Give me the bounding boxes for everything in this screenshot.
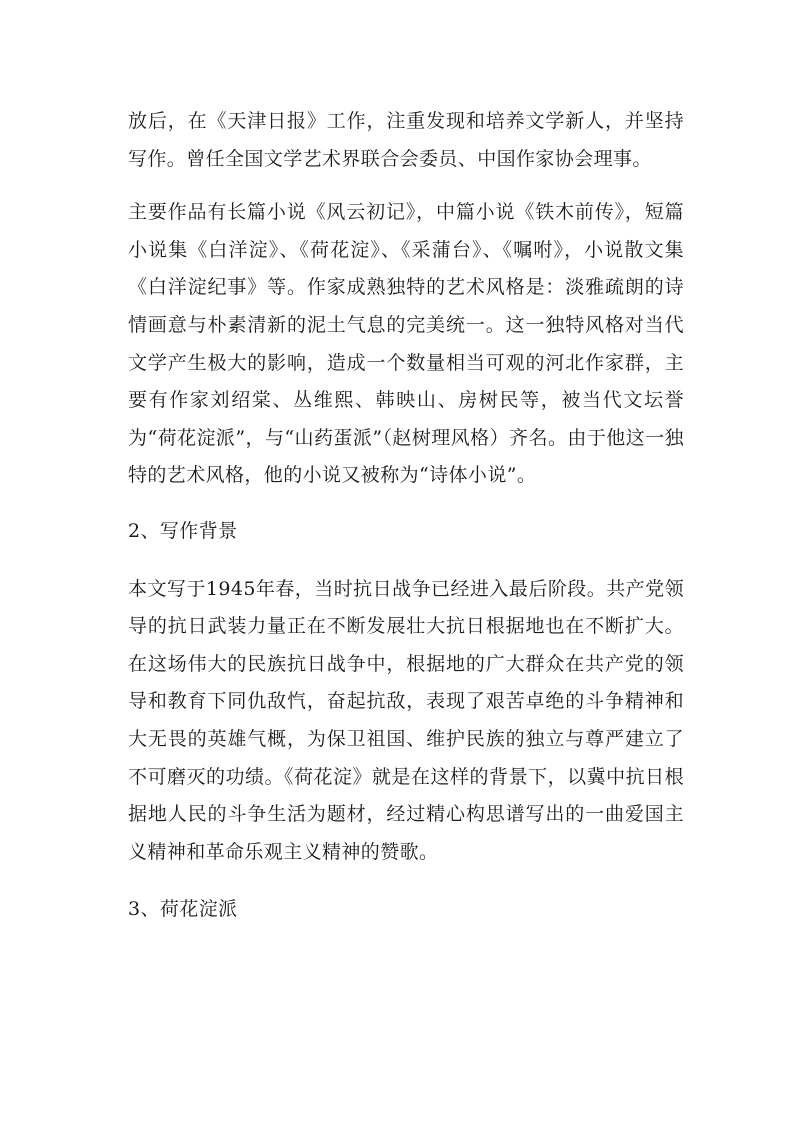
heading-hehuadian-school: 3、荷花淀派 [128, 898, 238, 921]
heading-writing-background: 2、写作背景 [128, 519, 238, 542]
paragraph-major-works: 主要作品有长篇小说《风云初记》，中篇小说《铁木前传》，短篇小说集《白洋淀》、《荷花淀》、《采蒲台》、《嘱咐》，小说散文集《白洋淀纪事》等。作家成熟独特的艺术风格是：淡雅疏朗的诗情画意与朴素清新的泥土气息的完美统一。这一独特风格对当代文学产生极大的影响，造成一个数量相当可观的河北作家群，主要有作家刘绍棠、丛维熙、韩映山、房树民等，被当代文坛誉为“荷花淀派”，与“山药蛋派”（赵树理风格）齐名。由于他这一独特的艺术风格，他的小说又被称为“诗体小说”。 [128, 201, 684, 487]
paragraph-writing-background: 本文写于1945年春，当时抗日战争已经进入最后阶段。共产党领导的抗日武装力量正在不断发展壮大抗日根据地也在不断扩大。在这场伟大的民族抗日战争中，根据地的广大群众在共产党的领导和教育下同仇敌忾，奋起抗敌，表现了艰苦卓绝的斗争精神和大无畏的英雄气概，为保卫祖国、维护民族的独立与尊严建立了不可磨灭的功绩。《荷花淀》就是在这样的背景下，以冀中抗日根据地人民的斗争生活为题材，经过精心构思谱写出的一曲爱国主义精神和革命乐观主义精神的赞歌。 [128, 577, 684, 863]
paragraph-author-career: 放后，在《天津日报》工作，注重发现和培养文学新人，并坚持写作。曾任全国文学艺术界联合会委员、中国作家协会理事。 [128, 110, 684, 170]
